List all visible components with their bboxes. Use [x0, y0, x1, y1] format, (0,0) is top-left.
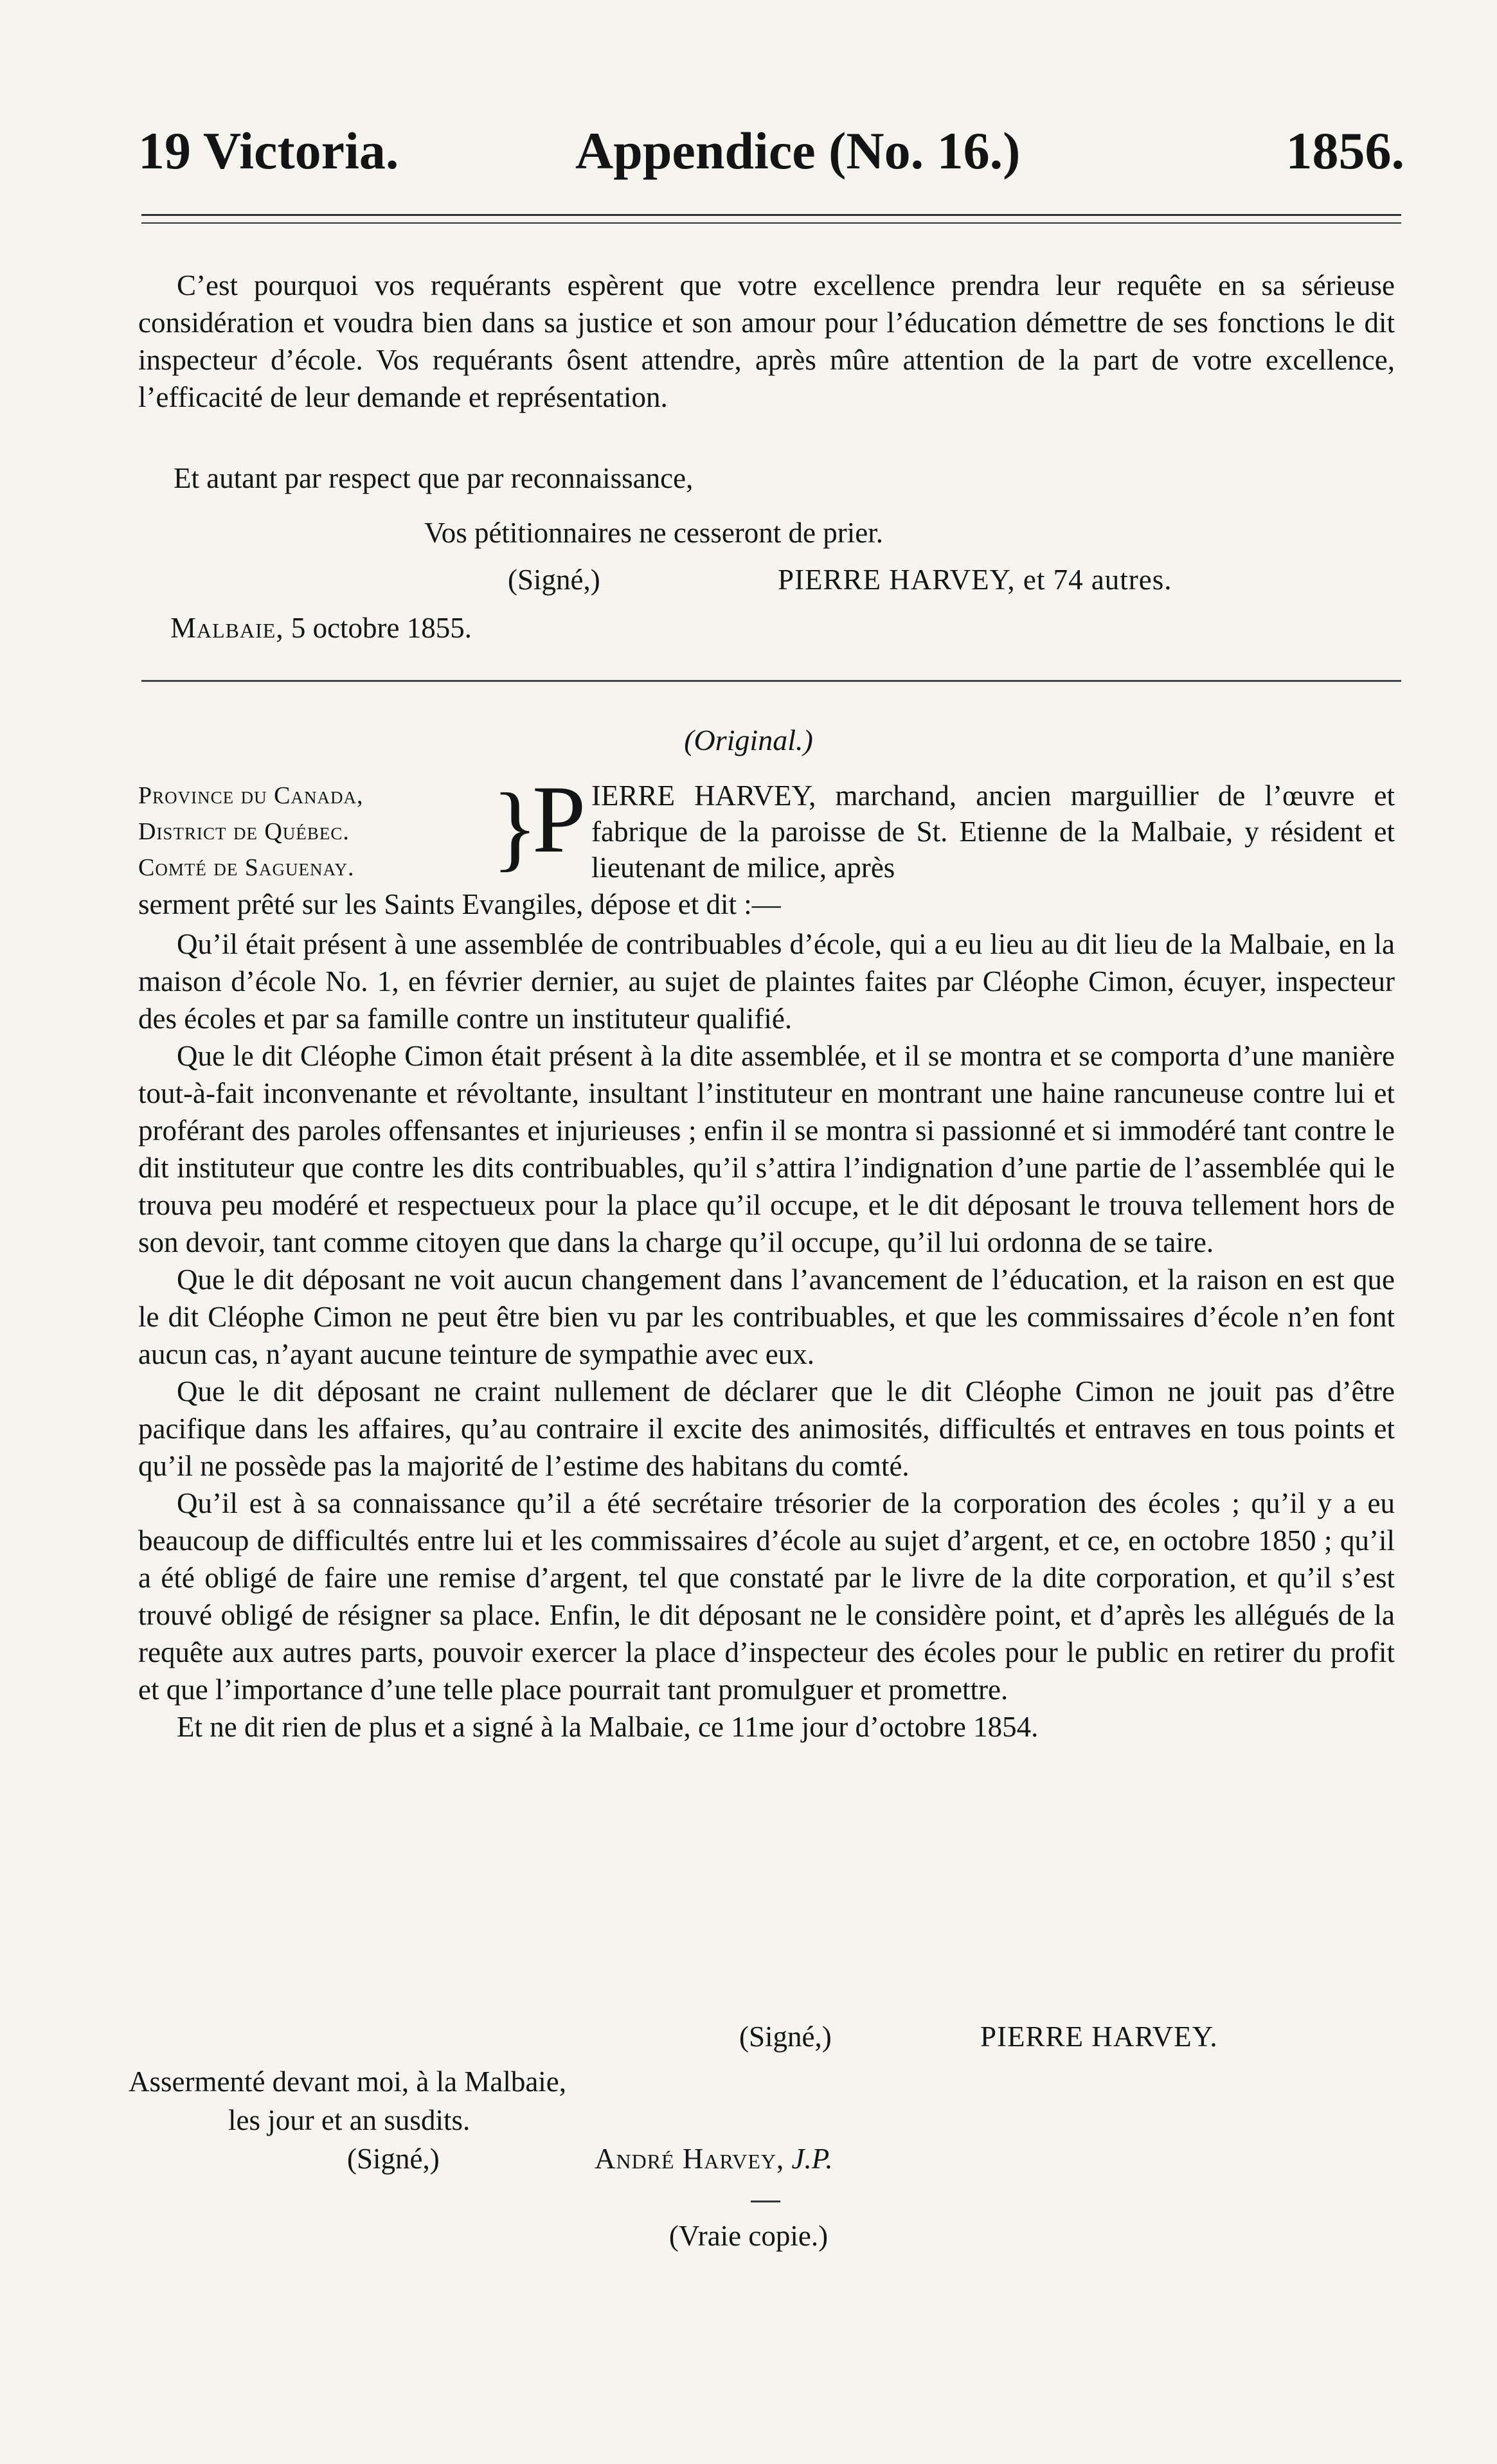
deposition-signed-name: PIERRE HARVEY.	[980, 2021, 1218, 2053]
deposition-paragraph: Que le dit déposant ne voit aucun changement dans l’avancement de l’éducation, et la raison en est que le dit Cléophe Cimon ne peut être bien vu par les contribuables, et que les commissaires d’école n’en font aucun cas, n’ayant aucune teinture de sympathie avec eux.	[138, 1263, 1395, 1370]
deposition-paragraph: Que le dit Cléophe Cimon était présent à la dite assemblée, et il se montra et se comporta d’une manière tout-à-fait inconvenante et révoltante, insultant l’instituteur en montrant une haine rancuneuse contre lui et proférant des paroles offensantes et injurieuses ; enfin il se montra si passionné et si immodéré tant contre le dit instituteur que contre les dits contribuables, qu’il s’attira l’indignation d’une partie de l’assemblée qui le trouva peu modéré et respectueux pour la place qu’il occupe, et le dit déposant le trouva tellement hors de son devoir, tant comme citoyen que dans la charge qu’il occupe, qu’il lui ordonna de se taire.	[138, 1040, 1395, 1258]
sworn-line-1: Assermenté devant moi, à la Malbaie,	[129, 2066, 567, 2098]
justice-name: André Harvey,	[595, 2143, 785, 2175]
petition-date: 5 octobre 1855.	[291, 612, 472, 644]
petition-place-date	[170, 609, 472, 647]
petition-signed-label: (Signé,)	[508, 564, 600, 596]
deposition-signed-label: (Signé,)	[739, 2021, 832, 2053]
sworn-signed-label: (Signé,)	[347, 2143, 440, 2175]
header-session: 19 Victoria.	[138, 121, 399, 180]
section-rule	[141, 680, 1401, 682]
header-double-rule	[141, 214, 1401, 224]
petition-closing-1: Et autant par respect que par reconnaissance,	[174, 462, 694, 494]
jurisdiction-province: Province du Canada,	[138, 782, 364, 809]
deposition-body	[138, 925, 1395, 1745]
deposition-paragraph: Qu’il est à sa connaissance qu’il a été secrétaire trésorier de la corporation des écoles ; qu’il y a eu beaucoup de difficultés entre lui et les commissaires d’école au sujet d’argent, et ce, en octobre 1850 ; qu’il a été obligé de faire une remise d’argent, tel que constaté par le livre de la dite corporation, et qu’il s’est trouvé obligé de résigner sa place. Enfin, le dit déposant ne le considère point, et d’après les allégués de la requête aux autres parts, pouvoir exercer la place d’inspecteur des écoles pour le public en retirer du profit et que l’importance d’une telle place pourrait tant promulguer et promettre.	[138, 1487, 1395, 1706]
petition-place: Malbaie,	[170, 612, 284, 644]
deposition-intro-cont: serment prêté sur les Saints Evangiles, dépose et dit :—	[138, 888, 781, 920]
jurisdiction-district: District de Québec.	[138, 818, 350, 845]
deposition-paragraph: Et ne dit rien de plus et a signé à la Malbaie, ce 11me jour d’octobre 1854.	[177, 1711, 1039, 1743]
header-year: 1856.	[1286, 121, 1404, 180]
petition-signed-name: PIERRE HARVEY, et 74 autres.	[778, 564, 1172, 596]
jurisdiction-brace: }	[492, 774, 538, 880]
petition-paragraph	[138, 267, 1395, 416]
header-appendix: Appendice (No. 16.)	[575, 121, 1021, 180]
justice-title: J.P.	[791, 2143, 833, 2175]
original-label: (Original.)	[684, 724, 813, 756]
petition-closing-2: Vos pétitionnaires ne cesseront de prier.	[424, 517, 883, 549]
deposition-dropcap: P	[532, 766, 586, 873]
page-header	[138, 116, 1404, 186]
deposition-paragraph: Que le dit déposant ne craint nullement de déclarer que le dit Cléophe Cimon ne jouit pas d’être pacifique dans les affaires, qu’au contraire il excite des animosités, difficultés et entraves en tous points et qu’il ne possède pas la majorité de l’estime des habitans du comté.	[138, 1375, 1395, 1482]
jurisdiction-county: Comté de Saguenay.	[138, 854, 355, 881]
sworn-line-2: les jour et an susdits.	[228, 2104, 471, 2136]
deposition-intro: IERRE HARVEY, marchand, ancien marguillier de l’œuvre et fabrique de la paroisse de St. Etienne de la Malbaie, y résident et lieutenant de milice, après	[591, 780, 1395, 884]
justice-signature	[595, 2140, 833, 2177]
short-rule	[751, 2201, 780, 2202]
deposition-paragraph: Qu’il était présent à une assemblée de contribuables d’école, qui a eu lieu au dit lieu de la Malbaie, en la maison d’école No. 1, en février dernier, au sujet de plaintes faites par Cléophe Cimon, écuyer, inspecteur des écoles et par sa famille contre un instituteur qualifié.	[138, 928, 1395, 1035]
petition-text: C’est pourquoi vos requérants espèrent que votre excellence prendra leur requête en sa sérieuse considération et voudra bien dans sa justice et son amour pour l’éducation démettre de ses fonctions le dit inspecteur d’école. Vos requérants ôsent attendre, après mûre attention de la part de votre excellence, l’efficacité de leur demande et représentation.	[138, 269, 1395, 413]
jurisdiction-block	[138, 778, 498, 886]
true-copy-label: (Vraie copie.)	[668, 2220, 829, 2252]
